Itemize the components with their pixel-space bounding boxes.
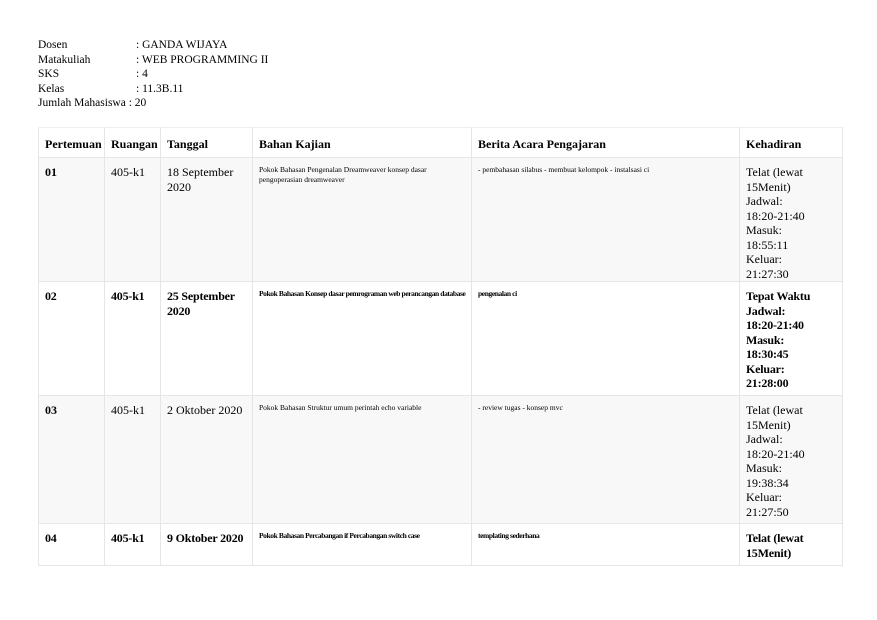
table-row: [39, 158, 843, 282]
cell-kehadiran: [740, 396, 843, 524]
kehadiran-keluar-value: 21:27:50: [746, 504, 789, 519]
cell-bahan-kajian: Pokok Bahasan Percabangan if Percabangan switch case: [253, 524, 472, 566]
cell-berita-acara: - pembahasan silabus - membuat kelompok - instalsasi ci: [472, 158, 740, 282]
kehadiran-status: Telat (lewat 15Menit): [746, 531, 804, 560]
kehadiran-jadwal-label: Jadwal:: [746, 432, 783, 446]
course-info: [38, 38, 268, 111]
cell-kehadiran: [740, 524, 843, 566]
cell-pertemuan: 03: [39, 396, 105, 524]
info-row-sks: [38, 67, 268, 82]
kehadiran-keluar-value: 21:27:30: [746, 266, 789, 281]
cell-kehadiran: [740, 158, 843, 282]
kehadiran-jadwal-value: 18:20-21:40: [746, 318, 804, 332]
matakuliah-label: Matakuliah: [38, 53, 91, 66]
cell-ruangan: 405-k1: [105, 524, 161, 566]
kehadiran-status: Telat (lewat 15Menit): [746, 165, 803, 194]
kehadiran-keluar-label: Keluar:: [746, 361, 785, 376]
cell-tanggal: 25 September 2020: [161, 282, 253, 396]
cell-tanggal: 18 September 2020: [161, 158, 253, 282]
kelas-value: : 11.3B.11: [136, 82, 184, 95]
cell-kehadiran: [740, 282, 843, 396]
header-kehadiran: Kehadiran: [740, 128, 843, 158]
table-header-row: [39, 128, 843, 158]
cell-pertemuan: 01: [39, 158, 105, 282]
dosen-label: Dosen: [38, 39, 68, 51]
kehadiran-masuk-value: 18:55:11: [746, 237, 789, 252]
table-row: [39, 282, 843, 396]
kehadiran-jadwal-value: 18:20-21:40: [746, 446, 805, 461]
kehadiran-status: Telat (lewat 15Menit): [746, 403, 803, 432]
cell-ruangan: 405-k1: [105, 158, 161, 282]
table-row: [39, 396, 843, 524]
kehadiran-keluar-label: Keluar:: [746, 490, 782, 504]
info-row-matakuliah: [38, 53, 268, 68]
kehadiran-masuk-value: 19:38:34: [746, 475, 789, 490]
kehadiran-masuk-label: Masuk:: [746, 461, 782, 475]
info-row-kelas: [38, 82, 268, 97]
kelas-label: Kelas: [38, 82, 65, 95]
cell-berita-acara: templating sederhana: [472, 524, 740, 566]
kehadiran-jadwal-label: Jadwal:: [746, 303, 786, 318]
jumlah-value: : 20: [128, 97, 147, 109]
info-row-dosen: [38, 38, 268, 53]
table-row: [39, 524, 843, 566]
cell-pertemuan: 02: [39, 282, 105, 396]
matakuliah-value: : WEB PROGRAMMING II: [136, 53, 269, 66]
cell-bahan-kajian: Pokok Bahasan Struktur umum perintah echo variable: [253, 396, 472, 524]
cell-tanggal: 2 Oktober 2020: [161, 396, 253, 524]
kehadiran-keluar-value: 21:28:00: [746, 376, 789, 390]
cell-tanggal: 9 Oktober 2020: [161, 524, 253, 566]
header-ruangan: Ruangan: [105, 128, 161, 158]
sks-label: SKS: [38, 68, 60, 80]
kehadiran-masuk-value: 18:30:45: [746, 347, 789, 361]
kehadiran-jadwal-value: 18:20-21:40: [746, 208, 805, 223]
jumlah-label: Jumlah Mahasiswa: [38, 97, 126, 109]
kehadiran-masuk-label: Masuk:: [746, 332, 785, 347]
header-tanggal: Tanggal: [161, 128, 253, 158]
kehadiran-jadwal-label: Jadwal:: [746, 194, 783, 208]
kehadiran-keluar-label: Keluar:: [746, 252, 782, 266]
cell-berita-acara: - review tugas - konsep mvc: [472, 396, 740, 524]
attendance-table: [38, 127, 843, 566]
header-pertemuan: Pertemuan: [39, 128, 105, 158]
cell-berita-acara: pengenalan ci: [472, 282, 740, 396]
dosen-value: : GANDA WIJAYA: [136, 39, 228, 51]
sks-value: : 4: [136, 68, 148, 80]
cell-pertemuan: 04: [39, 524, 105, 566]
cell-ruangan: 405-k1: [105, 282, 161, 396]
info-row-jumlah: [38, 96, 268, 111]
cell-bahan-kajian: Pokok Bahasan Pengenalan Dreamweaver konsep dasar pengoperasian dreamweaver: [253, 158, 472, 282]
kehadiran-masuk-label: Masuk:: [746, 223, 782, 237]
kehadiran-status: Tepat Waktu: [746, 289, 811, 303]
cell-bahan-kajian: Pokok Bahasan Konsep dasar pemrograman web perancangan database: [253, 282, 472, 396]
header-bahan-kajian: Bahan Kajian: [253, 128, 472, 158]
cell-ruangan: 405-k1: [105, 396, 161, 524]
header-berita-acara: Berita Acara Pengajaran: [472, 128, 740, 158]
